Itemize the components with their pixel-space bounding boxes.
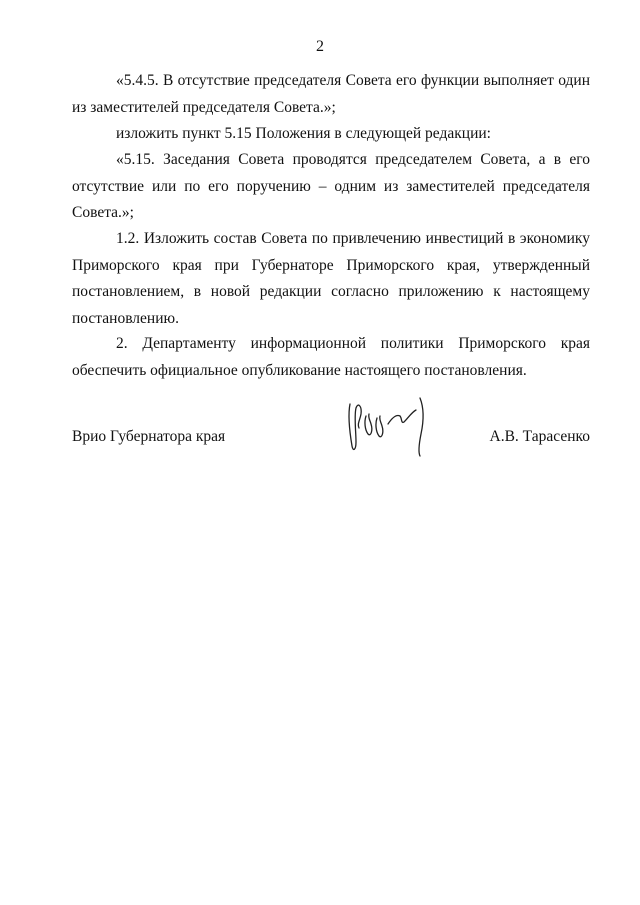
signatory-title: Врио Губернатора края [72,428,226,445]
paragraph-5-15: «5.15. Заседания Совета проводятся председателем Совета, а в его отсутствие или по его поручению – одним из заместителей председателя Совета.»; [72,151,590,221]
signature-block [72,428,590,458]
paragraph-2: 2. Департаменту информационной политики Приморского края обеспечить официальное опубликование настоящего постановления. [72,335,590,379]
paragraph-5-4-5: «5.4.5. В отсутствие председателя Совета его функции выполняет один из заместителей председателя Совета.»; [72,72,590,116]
paragraph-1-2: 1.2. Изложить состав Совета по привлечению инвестиций в экономику Приморского края при Губернаторе Приморского края, утвержденный постановлением, в новой редакции согласно приложению к настоящему постановлению. [72,230,590,327]
handwritten-signature-icon [344,394,444,458]
paragraph-amend-5-15: изложить пункт 5.15 Положения в следующей редакции: [116,125,491,142]
signatory-name: А.В. Тарасенко [489,428,590,445]
page-number: 2 [316,38,324,55]
